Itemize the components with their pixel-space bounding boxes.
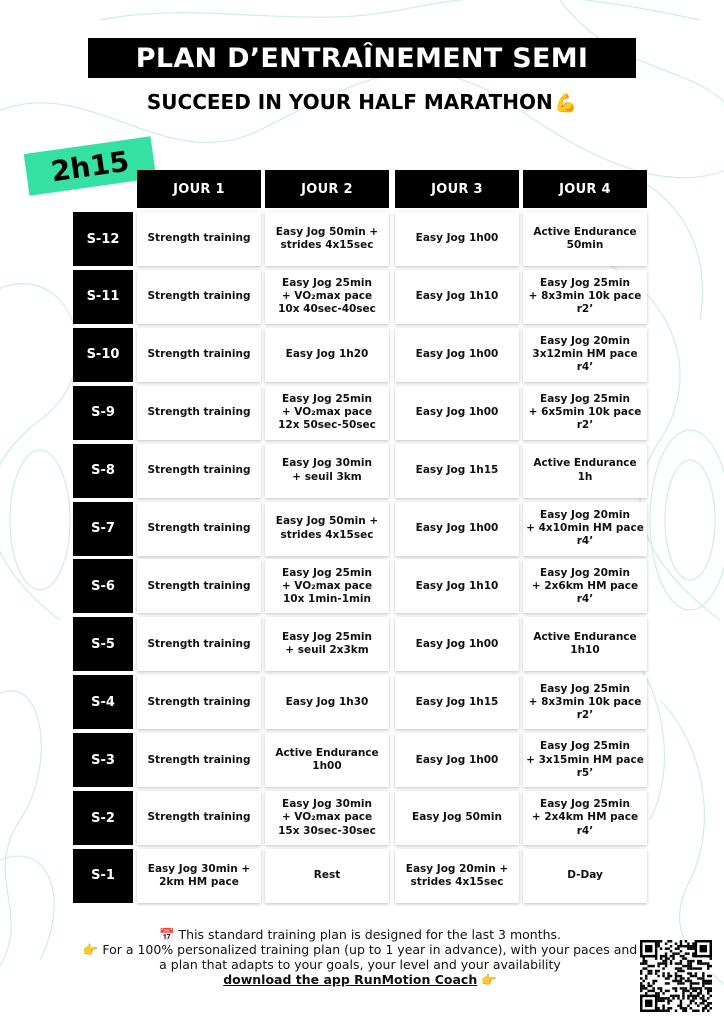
session-cell-jour-2: Rest [265,849,389,903]
pointing-hand-icon-end: 👉 [481,972,497,987]
session-cell-jour-3: Easy Jog 1h00 [395,617,519,671]
session-cell-jour-2: Easy Jog 50min + strides 4x15sec [265,212,389,266]
session-cell-jour-2: Easy Jog 25min + VO₂max pace 10x 1min-1min [265,559,389,613]
session-cell-jour-2: Easy Jog 25min + seuil 2x3km [265,617,389,671]
session-cell-jour-2: Easy Jog 1h20 [265,328,389,382]
week-label: S-7 [73,502,133,556]
week-label: S-9 [73,386,133,440]
footer-note [80,927,640,987]
flexed-biceps-icon: 💪 [554,93,578,114]
session-cell-jour-1: Strength training [137,444,261,498]
subtitle-text: SUCCEED IN YOUR HALF MARATHON [146,90,553,114]
week-label: S-6 [73,559,133,613]
session-cell-jour-4: Easy Jog 25min + 6x5min 10k pace r2’ [523,386,647,440]
footer-line-3 [80,972,640,987]
target-time-badge: 2h15 [24,136,157,195]
week-label: S-2 [73,791,133,845]
pointing-hand-icon: 👉 [82,942,99,957]
session-cell-jour-4: D-Day [523,849,647,903]
session-cell-jour-1: Strength training [137,328,261,382]
page-subtitle [0,90,724,114]
session-cell-jour-1: Strength training [137,212,261,266]
session-cell-jour-2: Easy Jog 25min + VO₂max pace 12x 50sec-50sec [265,386,389,440]
session-cell-jour-3: Easy Jog 1h00 [395,733,519,787]
session-cell-jour-1: Strength training [137,559,261,613]
column-header-jour-2: JOUR 2 [265,170,389,208]
week-label: S-8 [73,444,133,498]
session-cell-jour-1: Strength training [137,791,261,845]
column-header-jour-4: JOUR 4 [523,170,647,208]
session-cell-jour-4: Easy Jog 20min + 2x6km HM pace r4’ [523,559,647,613]
session-cell-jour-3: Easy Jog 1h00 [395,386,519,440]
session-cell-jour-4: Active Endurance 1h [523,444,647,498]
page-title: PLAN D’ENTRAÎNEMENT SEMI [88,38,636,78]
download-app-link[interactable]: download the app RunMotion Coach [223,972,478,987]
session-cell-jour-4: Easy Jog 25min + 3x15min HM pace r5’ [523,733,647,787]
session-cell-jour-1: Strength training [137,502,261,556]
column-header-jour-1: JOUR 1 [137,170,261,208]
session-cell-jour-4: Easy Jog 25min + 2x4km HM pace r4’ [523,791,647,845]
session-cell-jour-3: Easy Jog 1h00 [395,212,519,266]
session-cell-jour-3: Easy Jog 1h10 [395,270,519,324]
footer-line-2-text: For a 100% personalized training plan (up to 1 year in advance), with your paces and a plan that adapts to your goals, your level and your availability [102,942,638,972]
footer-line-1-text: This standard training plan is designed for the last 3 months. [178,927,562,942]
session-cell-jour-4: Easy Jog 25min + 8x3min 10k pace r2’ [523,675,647,729]
footer-line-2 [80,942,640,972]
week-label: S-11 [73,270,133,324]
session-cell-jour-3: Easy Jog 20min + strides 4x15sec [395,849,519,903]
session-cell-jour-2: Easy Jog 50min + strides 4x15sec [265,502,389,556]
session-cell-jour-4: Easy Jog 20min 3x12min HM pace r4’ [523,328,647,382]
session-cell-jour-2: Easy Jog 1h30 [265,675,389,729]
session-cell-jour-1: Easy Jog 30min + 2km HM pace [137,849,261,903]
session-cell-jour-1: Strength training [137,617,261,671]
session-cell-jour-2: Easy Jog 30min + VO₂max pace 15x 30sec-30sec [265,791,389,845]
session-cell-jour-1: Strength training [137,386,261,440]
session-cell-jour-3: Easy Jog 50min [395,791,519,845]
week-label: S-10 [73,328,133,382]
session-cell-jour-3: Easy Jog 1h00 [395,328,519,382]
session-cell-jour-4: Active Endurance 50min [523,212,647,266]
week-label: S-12 [73,212,133,266]
session-cell-jour-4: Active Endurance 1h10 [523,617,647,671]
calendar-icon: 📅 [158,927,175,942]
week-label: S-5 [73,617,133,671]
session-cell-jour-2: Easy Jog 30min + seuil 3km [265,444,389,498]
qr-code[interactable] [640,940,712,1012]
session-cell-jour-1: Strength training [137,675,261,729]
session-cell-jour-3: Easy Jog 1h15 [395,675,519,729]
session-cell-jour-1: Strength training [137,733,261,787]
footer-line-1 [80,927,640,942]
session-cell-jour-2: Active Endurance 1h00 [265,733,389,787]
week-label: S-4 [73,675,133,729]
column-header-jour-3: JOUR 3 [395,170,519,208]
session-cell-jour-3: Easy Jog 1h15 [395,444,519,498]
session-cell-jour-2: Easy Jog 25min + VO₂max pace 10x 40sec-40sec [265,270,389,324]
session-cell-jour-3: Easy Jog 1h10 [395,559,519,613]
session-cell-jour-4: Easy Jog 20min + 4x10min HM pace r4’ [523,502,647,556]
week-label: S-3 [73,733,133,787]
session-cell-jour-3: Easy Jog 1h00 [395,502,519,556]
session-cell-jour-1: Strength training [137,270,261,324]
session-cell-jour-4: Easy Jog 25min + 8x3min 10k pace r2’ [523,270,647,324]
week-label: S-1 [73,849,133,903]
